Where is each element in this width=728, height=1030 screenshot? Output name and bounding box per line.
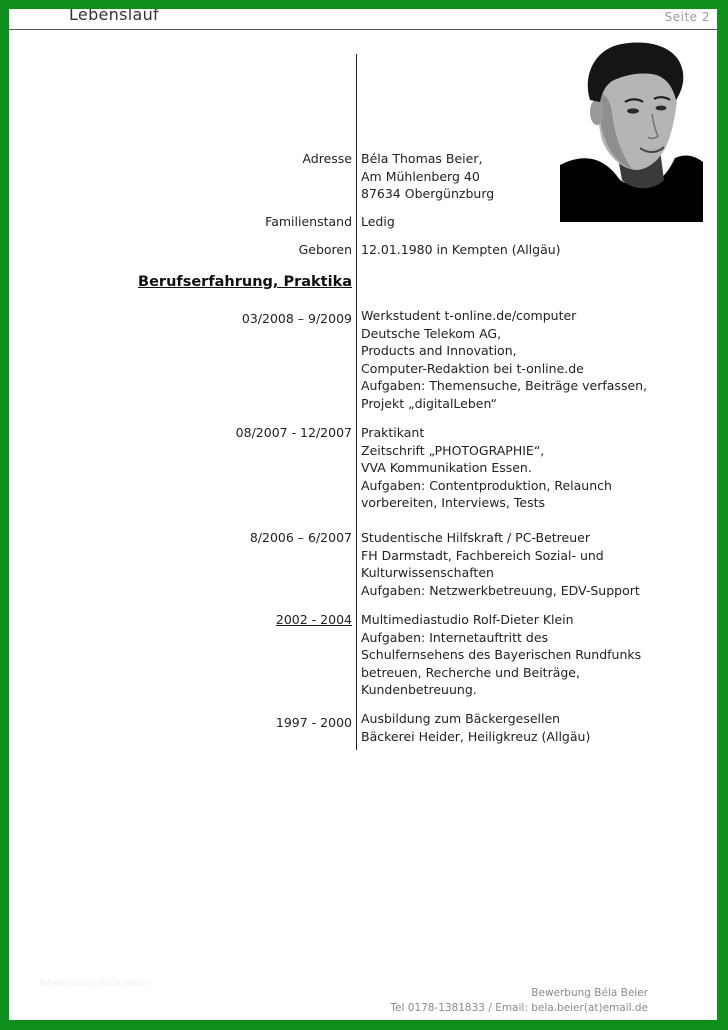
footer-line: Bewerbung Béla Beier bbox=[531, 987, 648, 999]
footer-contact: Tel 0178-1381833 / Email: bela.beier(at)email.de bbox=[390, 1002, 648, 1014]
entry-line: Schulfernsehens des Bayerischen Rundfunks bbox=[361, 647, 642, 662]
entry-line: Multimediastudio Rolf-Dieter Klein bbox=[361, 612, 574, 627]
page-heading: Lebenslauf bbox=[69, 9, 159, 24]
entry-period: 2002 - 2004 bbox=[275, 612, 352, 627]
entry-line: Projekt „digitalLeben“ bbox=[361, 395, 497, 411]
column-divider bbox=[356, 54, 357, 750]
entry-details bbox=[361, 307, 647, 412]
portrait-photo bbox=[560, 40, 703, 222]
entry-line: betreuen, Recherche und Beiträge, bbox=[361, 664, 580, 680]
entry-period: 8/2006 – 6/2007 bbox=[249, 530, 352, 545]
entry-line: Kulturwissenschaften bbox=[361, 565, 494, 580]
address-line: Am Mühlenberg 40 bbox=[361, 168, 480, 184]
entry-details bbox=[361, 529, 640, 599]
marital-status-value: Ledig bbox=[361, 214, 395, 229]
entry-period: 1997 - 2000 bbox=[275, 715, 352, 730]
entry-line: Kundenbetreuung. bbox=[361, 682, 477, 697]
address-value bbox=[361, 150, 494, 203]
footer-watermark: Bewerbung Béla Beier bbox=[39, 978, 151, 989]
entry-details bbox=[361, 710, 590, 745]
entry-details bbox=[361, 424, 612, 512]
entry-line: Praktikant bbox=[361, 425, 425, 440]
birth-label: Geboren bbox=[298, 242, 352, 257]
entry-line: Bäckerei Heider, Heiligkreuz (Allgäu) bbox=[361, 728, 591, 744]
entry-period: 03/2008 – 9/2009 bbox=[241, 311, 352, 326]
entry-line: FH Darmstadt, Fachbereich Sozial- und bbox=[361, 547, 604, 563]
entry-line: Products and Innovation, bbox=[361, 343, 517, 358]
entry-line: Aufgaben: Netzwerkbetreuung, EDV-Support bbox=[361, 582, 640, 598]
entry-period: 08/2007 - 12/2007 bbox=[235, 425, 352, 440]
header-divider bbox=[9, 29, 717, 30]
page-number: Seite 2 bbox=[664, 10, 710, 24]
entry-line: Aufgaben: Contentproduktion, Relaunch bbox=[361, 477, 612, 493]
entry-line: Zeitschrift „PHOTOGRAPHIE“, bbox=[361, 442, 545, 458]
entry-line: Studentische Hilfskraft / PC-Betreuer bbox=[361, 530, 590, 545]
cv-page bbox=[9, 9, 717, 1020]
entry-line: Computer-Redaktion bei t-online.de bbox=[361, 360, 584, 376]
marital-status-label: Familienstand bbox=[265, 214, 352, 229]
page-footer bbox=[390, 986, 648, 1016]
entry-line: Ausbildung zum Bäckergesellen bbox=[361, 711, 561, 726]
entry-line: vorbereiten, Interviews, Tests bbox=[361, 495, 546, 510]
section-title-experience: Berufserfahrung, Praktika bbox=[138, 274, 352, 290]
entry-line: VVA Kommunikation Essen. bbox=[361, 460, 532, 475]
entry-line: Werkstudent t-online.de/computer bbox=[361, 308, 577, 323]
address-label: Adresse bbox=[302, 151, 352, 166]
birth-value: 12.01.1980 in Kempten (Allgäu) bbox=[361, 242, 561, 257]
address-line: Béla Thomas Beier, bbox=[361, 151, 483, 166]
entry-line: Deutsche Telekom AG, bbox=[361, 325, 502, 341]
address-line: 87634 Obergünzburg bbox=[361, 186, 495, 201]
entry-line: Aufgaben: Themensuche, Beiträge verfassen, bbox=[361, 378, 648, 393]
entry-details bbox=[361, 611, 641, 699]
entry-line: Aufgaben: Internetauftritt des bbox=[361, 629, 549, 645]
